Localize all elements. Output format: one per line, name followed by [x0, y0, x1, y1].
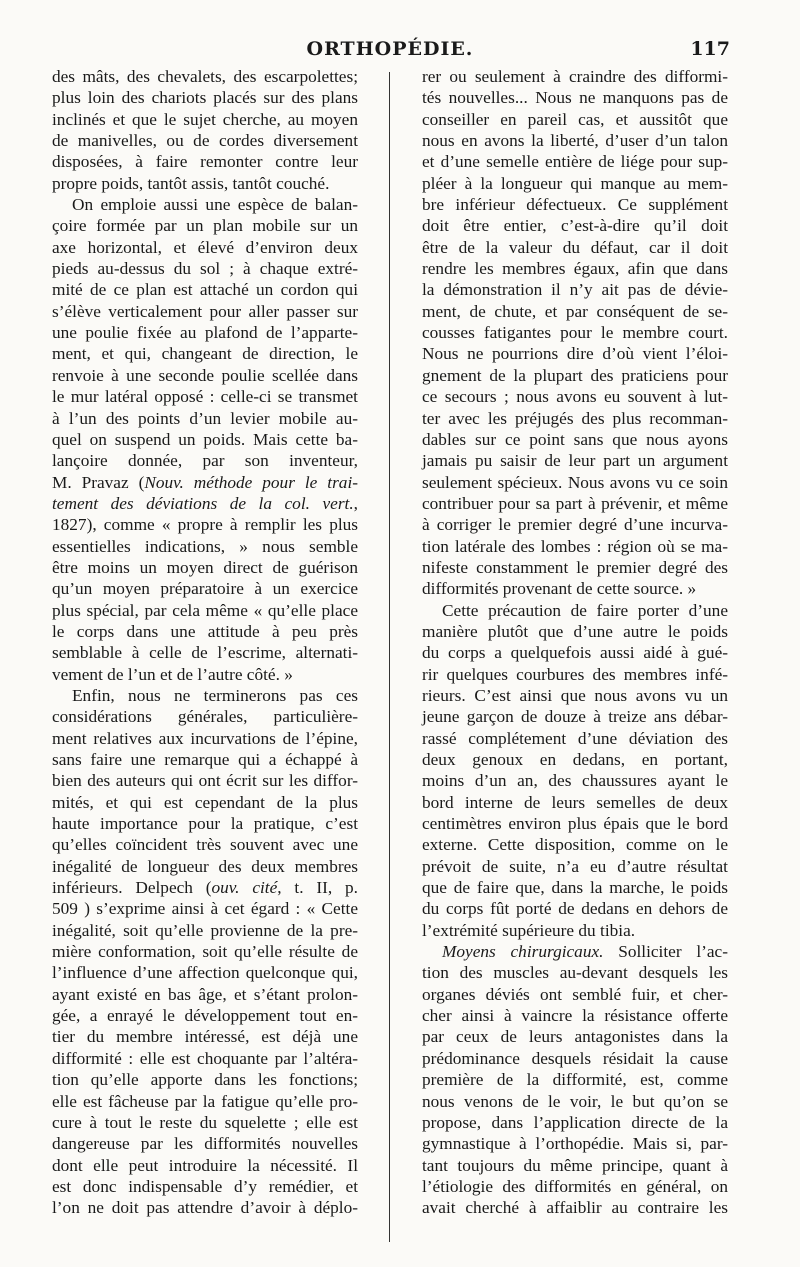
left-column	[52, 66, 358, 1219]
text-line: gymnastique à l’orthopédie. Mais si, par-	[422, 1134, 728, 1154]
text-line: ayant existé en bas âge, et s’étant prolon-	[52, 984, 358, 1004]
text-line: par ceux de leurs antagonistes dans la	[422, 1027, 728, 1047]
text-line: nous venons de le voir, le but qu’on se	[422, 1091, 728, 1111]
text-line: qu’elles coïncident très souvent avec une	[52, 835, 358, 855]
text-line: l’on ne doit pas attendre d’avoir à déplo-	[52, 1198, 358, 1218]
text-line: tant toujours du même principe, quant à	[422, 1155, 728, 1175]
paragraph	[52, 898, 358, 1218]
paragraph	[52, 685, 358, 877]
text-line: On emploie aussi une espèce de balan-	[72, 195, 358, 215]
text-line: çoire formée par un plan mobile sur un	[52, 216, 358, 236]
text-line: organes déviés ont semblé fuir, et cher-	[422, 984, 728, 1004]
text-line: sans faire une remarque qui a échappé à	[52, 750, 358, 769]
text-line: tion qu’elle apporte dans les fonctions;	[52, 1070, 358, 1090]
italic-citation: ouv. cité	[211, 878, 278, 898]
text-line: centimètres environ plus épais que le bord	[422, 814, 728, 834]
text-line: pieds au-dessus du sol ; à chaque extré-	[52, 259, 358, 279]
text-line: tés nouvelles... Nous ne manquons pas de	[422, 88, 728, 108]
text-line: difformités provenant de cette source. »	[422, 579, 697, 599]
text-line: rassé complétement d’une déviation des	[422, 728, 728, 748]
text-line: 509 ) s’exprime ainsi à cet égard : « Cette	[52, 899, 358, 919]
text-line: rieurs. C’est ainsi que nous avons vu un	[422, 685, 728, 705]
text-line: du corps fût porté de dedans en dehors de	[422, 899, 728, 919]
text-line: bien des auteurs qui ont écrit sur les diffor-	[52, 771, 358, 791]
text-line: est donc indispensable d’y remédier, et	[52, 1176, 358, 1196]
text-line: seulement spécieux. Nous avons vu ce soin	[422, 472, 728, 492]
text-line: une poulie fixée au plafond de l’apparte-	[52, 323, 358, 343]
text-line: considérations générales, particulière-	[52, 707, 358, 727]
text-line: ment, et qui, changeant de direction, le	[52, 344, 358, 364]
text-line: haute importance pour la pratique, c’est	[52, 814, 358, 834]
paragraph	[422, 600, 728, 942]
text-line: dables sur ce point sans que nous ayons	[422, 429, 728, 449]
text-line: qu’un moyen préparatoire à un exercice	[52, 579, 358, 599]
text-line: tion des muscles au-devant desquels les	[422, 963, 728, 983]
text-line: semblable à celle de l’escrime, alternati-	[52, 643, 358, 663]
text-line: à corriger le premier degré d’une incurva-	[422, 515, 728, 535]
text-line: bord interne de leurs semelles de deux	[422, 792, 728, 812]
paragraph	[52, 66, 358, 194]
text-line: tion latérale des lombes : région où se ma-	[422, 536, 728, 556]
text-line: du corps a quelquefois aussi aidé à gué-	[422, 643, 728, 663]
text-line: cher ainsi à vaincre la résistance offerte	[422, 1006, 728, 1026]
text-line: prédominance desquels résidait la cause	[422, 1048, 728, 1068]
running-header	[50, 38, 730, 68]
text-line: cure à tout le reste du squelette ; elle est	[52, 1112, 358, 1132]
text-line: des mâts, des chevalets, des escarpolettes;	[52, 67, 358, 86]
text-line: Cette précaution de faire porter d’une	[442, 600, 728, 620]
text-line: de manivelles, ou de cordes diversement	[52, 131, 358, 151]
text-line: et d’une semelle entière de liége pour sup-	[422, 152, 728, 172]
text-line: renvoie à une seconde poulie scellée dans	[52, 365, 358, 385]
text-line: nous en avons la liberté, d’user d’un talon	[422, 131, 728, 151]
text-line: plus spécial, par cela même « qu’elle place	[52, 600, 358, 620]
text-line: inférieurs. Delpech (ouv. cité, t. II, p.	[52, 878, 358, 898]
text-line: rir quelques courbures des membres infé-	[422, 664, 728, 684]
text-line: vement de l’un et de l’autre côté. »	[52, 664, 293, 684]
italic-citation: Nouv. méthode pour le trai-	[144, 472, 358, 492]
right-column	[422, 66, 728, 1219]
text-line: Moyens chirurgicaux. Solliciter l’ac-	[442, 942, 728, 962]
text-line: l’extrémité supérieure du tibia.	[422, 920, 636, 940]
text-line: prévoit de suite, n’a eu d’autre résultat	[422, 856, 728, 876]
text-line: propose, dans l’application directe de la	[422, 1112, 728, 1132]
paragraph	[422, 66, 728, 600]
text-line: Nous ne pourrions dire d’où vient l’éloi-	[422, 344, 728, 364]
paragraph	[52, 194, 358, 471]
text-line: être de la valeur du défaut, car il doit	[422, 237, 728, 257]
text-line: cousses fatigantes pour le membre court.	[422, 323, 728, 343]
section-heading-italic: Moyens chirurgicaux.	[442, 942, 604, 962]
text-line: inclinés et que le sujet cherche, au moyen	[52, 109, 358, 129]
text-line: essentielles indications, » nous semble	[52, 536, 358, 556]
text-line: difformité : elle est choquante par l’altéra-	[52, 1048, 358, 1068]
text-line: gnement de la plupart des praticiens pour	[422, 365, 728, 385]
text-line: le corps dans une attitude à peu près	[52, 621, 358, 641]
text-line: 1827), comme « propre à remplir les plus	[52, 515, 358, 535]
text-line: propre poids, tantôt assis, tantôt couché.	[52, 173, 330, 193]
text-line: axe horizontal, et élevé d’environ deux	[52, 237, 358, 257]
text-line: inégalité, soit qu’elle provienne de la pre-	[52, 920, 358, 940]
paragraph	[52, 514, 358, 685]
text-line: inégalité de longueur des deux membres	[52, 856, 358, 876]
text-line: avait cherché à affaiblir au contraire les	[422, 1198, 728, 1218]
page-number: 117	[690, 38, 730, 60]
text-line: jeune garçon de douze à treize ans débar-	[422, 707, 728, 727]
text-line: contribuer pour sa part à prévenir, et même	[422, 493, 728, 513]
text-line: Enfin, nous ne terminerons pas ces	[72, 685, 358, 705]
text-line: être moins un moyen direct de guérison	[52, 557, 358, 577]
text-line: mités, et qui est cependant de la plus	[52, 792, 358, 812]
text-line: l’influence d’une affection quelconque qui,	[52, 963, 358, 983]
text-line: lançoire donnée, par son inventeur,	[52, 451, 358, 471]
text-line: doit être entier, c’est-à-dire qu’il doit	[422, 216, 728, 236]
text-line: ment relatives aux incurvations de l’épine,	[52, 728, 358, 748]
text-line: gée, a enrayé le développement tout en-	[52, 1006, 358, 1026]
text-line: à l’un des points d’un levier mobile au-	[52, 408, 358, 428]
text-line: plus loin des chariots placés sur des plans	[52, 88, 358, 108]
text-line: ment, de chute, et par conséquent de se-	[422, 301, 728, 321]
text-line: la démonstration il n’y ait pas de dévie-	[422, 280, 728, 300]
text-line: dont elle peut introduire la nécessité. Il	[52, 1155, 358, 1175]
text-line: manière plutôt que d’une autre le poids	[422, 621, 728, 641]
text-line: nifeste constamment le premier degré des	[422, 557, 728, 577]
running-title: ORTHOPÉDIE.	[306, 38, 474, 60]
text-line: tement des déviations de la col. vert.,	[52, 493, 358, 513]
text-line: quel on suspend un poids. Mais cette ba-	[52, 429, 358, 449]
text-line: bre inférieur défectueux. Ce supplément	[422, 195, 728, 215]
text-line: l’étiologie des difformités en général, on	[422, 1176, 728, 1196]
text-line: ce secours ; nous avons eu souvent à lut-	[422, 387, 728, 407]
text-line: disposées, à faire remonter contre leur	[52, 152, 358, 172]
paragraph	[422, 962, 728, 1218]
text-line: rendre les membres égaux, afin que dans	[422, 259, 728, 279]
text-line: externe. Cette disposition, comme on le	[422, 835, 728, 855]
text-line: première de la difformité, est, comme	[422, 1070, 728, 1090]
text-line: moins d’un an, des chaussures ayant le	[422, 771, 728, 791]
text-line: mière conformation, soit qu’elle résulte de	[52, 942, 358, 962]
column-divider	[389, 72, 390, 1242]
italic-citation: tement des déviations de la col. vert.	[52, 493, 354, 513]
text-line: mité de ce plan est attaché un cordon qui	[52, 280, 358, 300]
text-line: dangereuse par les difformités nouvelles	[52, 1134, 358, 1154]
text-line: jamais pu saisir de leur part un argument	[422, 451, 728, 471]
text-line: pléer à la longueur qui manque au mem-	[422, 173, 728, 193]
text-line: ter avec les préjugés des plus recomman-	[422, 408, 728, 428]
text-line: M. Pravaz (Nouv. méthode pour le trai-	[52, 472, 358, 492]
text-line: conseiller en pareil cas, et aussitôt que	[422, 109, 728, 129]
text-line: le mur latéral opposé : celle-ci se transmet	[52, 387, 358, 407]
text-line: que de faire que, dans la marche, le poids	[422, 878, 728, 898]
text-line: s’élève verticalement pour aller passer sur	[52, 301, 358, 321]
text-line: tier du membre intéressé, est déjà une	[52, 1027, 358, 1047]
text-line: elle est fâcheuse par la fatigue qu’elle pro-	[52, 1091, 358, 1111]
text-line: rer ou seulement à craindre des difformi-	[422, 67, 728, 86]
text-line: deux genoux en dedans, en portant,	[422, 750, 728, 769]
